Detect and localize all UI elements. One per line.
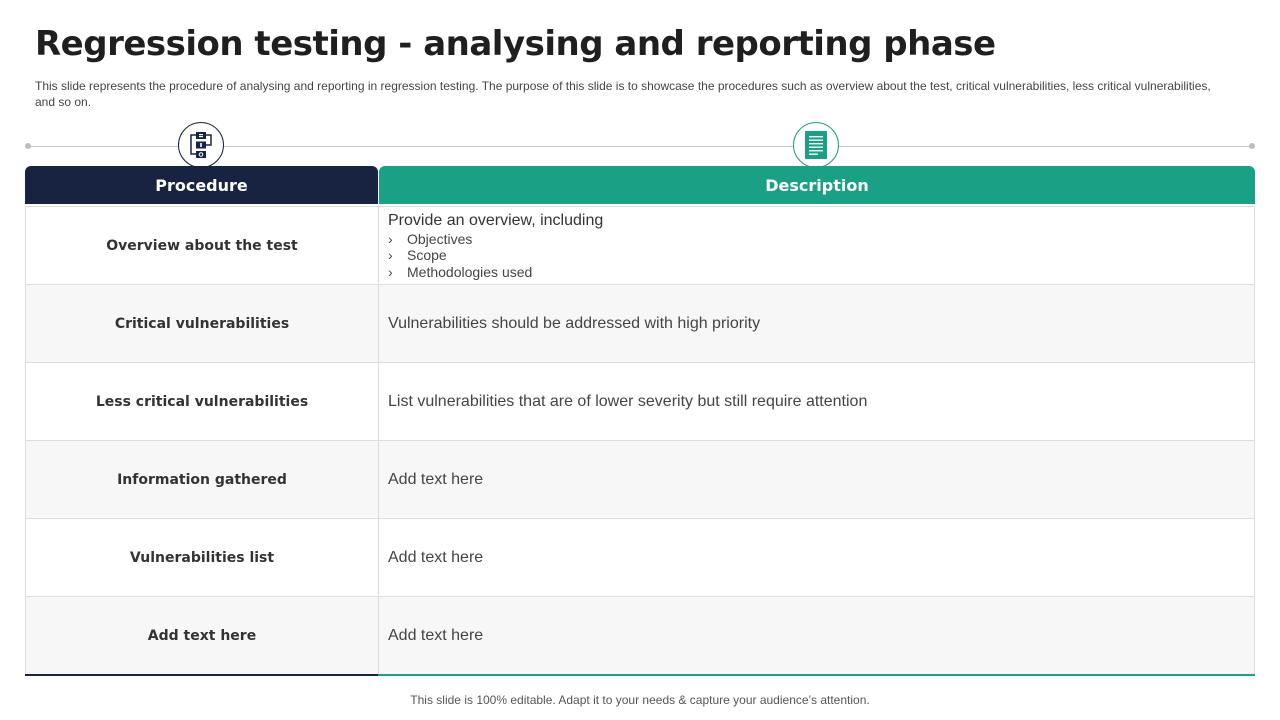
bullet-marker: › (388, 263, 393, 280)
procedure-cell: Vulnerabilities list (26, 519, 379, 596)
bullet-list (388, 231, 532, 281)
procedure-cell: Information gathered (26, 441, 379, 518)
table-row (26, 518, 1254, 596)
bullet-text: Objectives (407, 230, 473, 247)
bullet-marker: › (388, 230, 393, 247)
description-cell: Add text here (388, 626, 484, 644)
procedure-cell: Less critical vulnerabilities (26, 363, 379, 440)
table-row (26, 596, 1254, 674)
table-row (26, 362, 1254, 440)
table-body (25, 206, 1255, 674)
procedure-bottom-line (25, 674, 378, 676)
table-row (26, 284, 1254, 362)
description-cell (379, 207, 1254, 284)
table-bottom-border (25, 674, 1255, 676)
footer-note: This slide is 100% editable. Adapt it to your needs & capture your audience’s attention. (410, 693, 870, 707)
bullet-text: Scope (407, 247, 447, 264)
description-icon-badge (793, 122, 839, 168)
bullet-text: Methodologies used (407, 263, 533, 280)
table-row (26, 440, 1254, 518)
document-icon (803, 130, 829, 160)
bullet-marker: › (388, 247, 393, 264)
description-cell: List vulnerabilities that are of lower severity but still require attention (388, 392, 868, 410)
description-header: Description (379, 166, 1255, 204)
procedure-cell: Critical vulnerabilities (26, 285, 379, 362)
page-title: Regression testing - analysing and reporting phase (35, 24, 996, 64)
flowchart-icon (186, 130, 216, 160)
procedure-table (25, 166, 1255, 676)
procedure-header: Procedure (25, 166, 378, 204)
page-subtitle: This slide represents the procedure of analysing and reporting in regression testing. The purpose of this slide is to showcase the procedures such as overview about the test, critical vulnerabilities, less critical vulnerabilities, and so on. (35, 79, 1211, 109)
description-bottom-line (378, 674, 1255, 676)
description-cell: Add text here (388, 470, 484, 488)
description-cell: Vulnerabilities should be addressed with high priority (388, 314, 761, 332)
connector-dot-left (25, 143, 31, 149)
bullet-item (388, 231, 532, 248)
table-row (26, 206, 1254, 284)
bullet-item (388, 264, 532, 281)
description-cell: Add text here (388, 548, 484, 566)
table-header (25, 166, 1255, 204)
description-intro: Provide an overview, including (388, 211, 604, 229)
connector-dot-right (1249, 143, 1255, 149)
procedure-icon-badge (178, 122, 224, 168)
bullet-item (388, 247, 532, 264)
procedure-cell: Add text here (26, 597, 379, 674)
procedure-cell: Overview about the test (26, 207, 379, 284)
